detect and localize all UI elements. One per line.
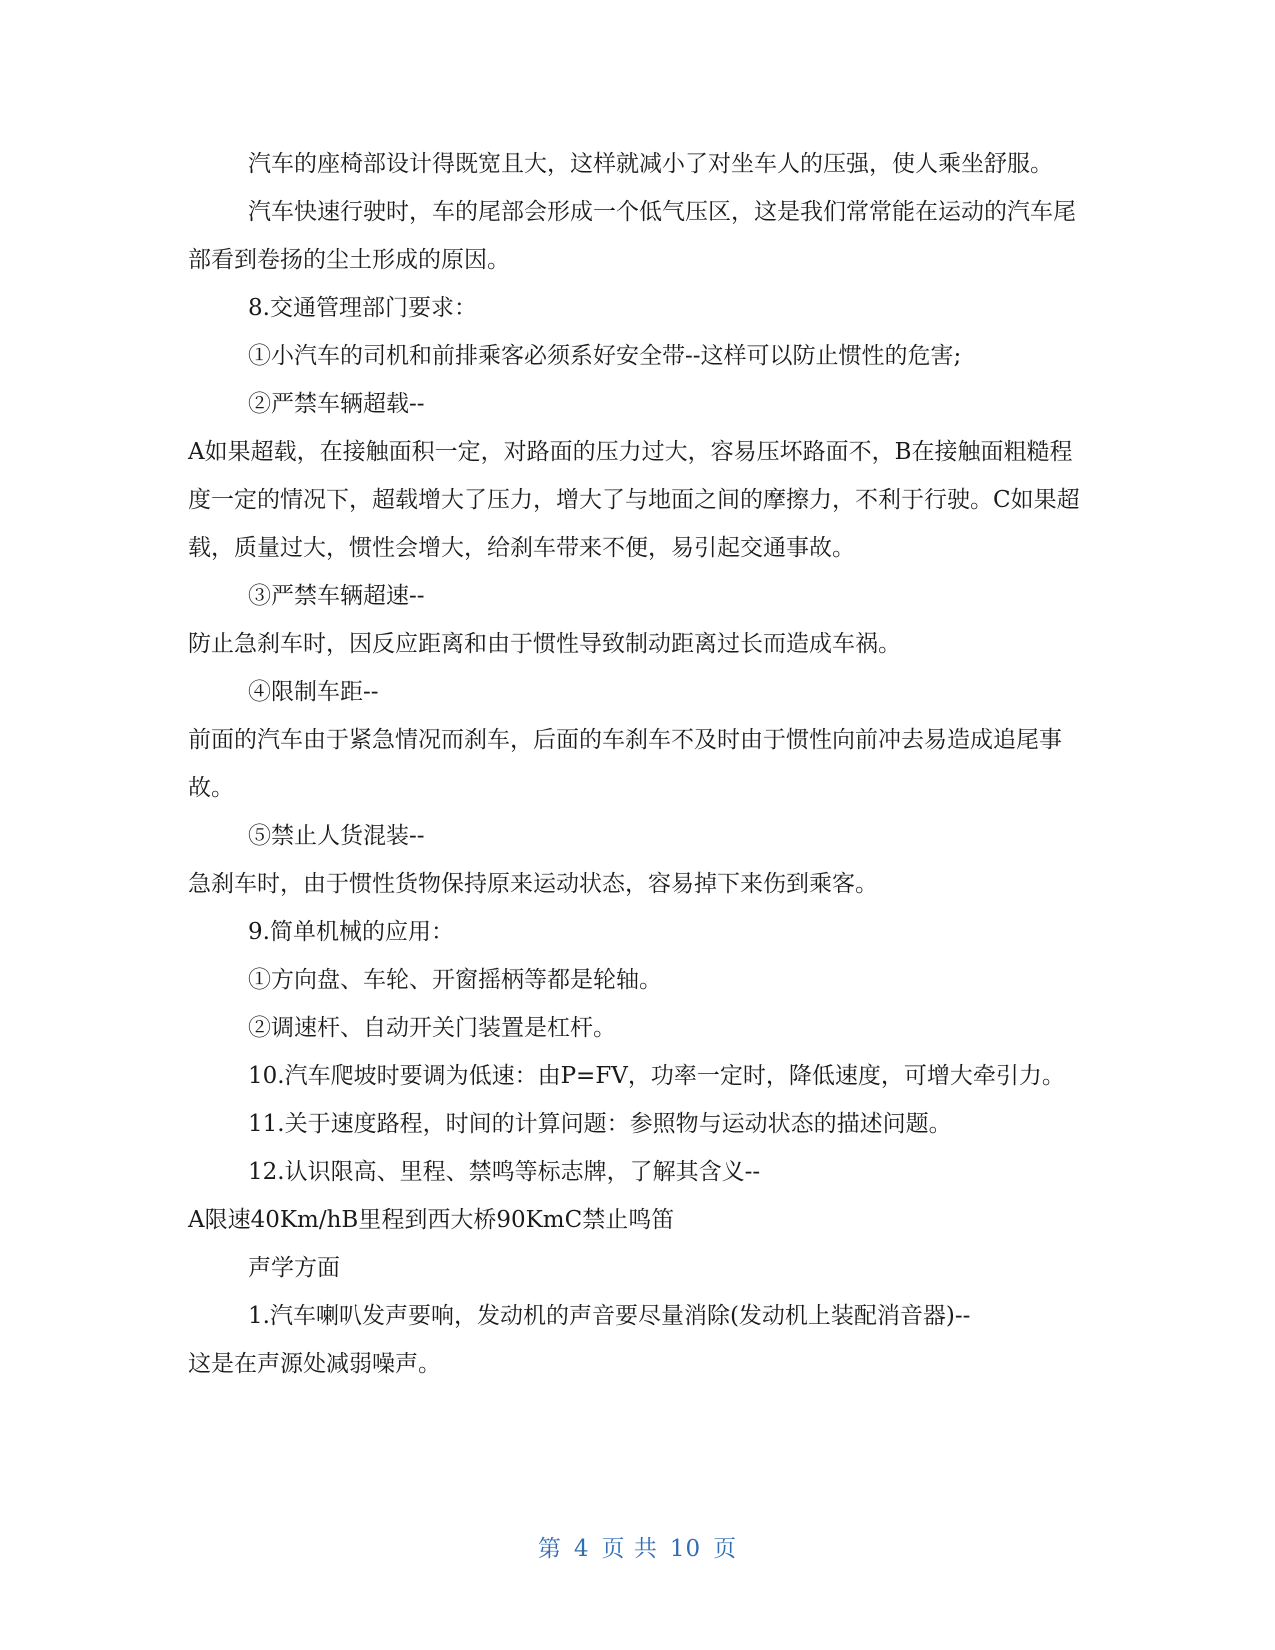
section-heading: 8.交通管理部门要求： — [248, 295, 477, 321]
paragraph: 前面的汽车由于紧急情况而刹车，后面的车刹车不及时由于惯性向前冲去易造成追尾事故。 — [188, 727, 1062, 801]
footer-suffix: 页 — [713, 1536, 738, 1562]
paragraph: A限速40Km/hB里程到西大桥90KmC禁止鸣笛 — [188, 1207, 675, 1233]
paragraph: 防止急刹车时，因反应距离和由于惯性导致制动距离过长而造成车祸。 — [188, 631, 901, 657]
list-item: ④限制车距-- — [248, 679, 379, 705]
current-page-number: 4 — [573, 1536, 590, 1562]
paragraph: 急刹车时，由于惯性货物保持原来运动状态，容易掉下来伤到乘客。 — [188, 871, 878, 897]
paragraph: A如果超载，在接触面积一定，对路面的压力过大，容易压坏路面不，B在接触面粗糙程度一定的情况下，超载增大了压力，增大了与地面之间的摩擦力，不利于行驶。C如果超载，质量过大，惯性会增大，给刹车带来不便，易引起交通事故。 — [188, 439, 1080, 561]
paragraph: 1.汽车喇叭发声要响，发动机的声音要尽量消除(发动机上装配消音器)-- — [248, 1303, 971, 1329]
list-item: ③严禁车辆超速-- — [248, 583, 425, 609]
total-page-count: 10 — [669, 1536, 702, 1562]
paragraph: 汽车的座椅部设计得既宽且大，这样就减小了对坐车人的压强，使人乘坐舒服。 — [248, 151, 1053, 177]
page-footer — [0, 1530, 1275, 1563]
list-item: ②严禁车辆超载-- — [248, 391, 425, 417]
paragraph: 10.汽车爬坡时要调为低速：由P=FV，功率一定时，降低速度，可增大牵引力。 — [248, 1063, 1065, 1089]
section-heading: 9.简单机械的应用： — [248, 919, 454, 945]
paragraph: 12.认识限高、里程、禁鸣等标志牌，了解其含义-- — [248, 1159, 761, 1185]
footer-prefix: 第 — [537, 1536, 562, 1562]
paragraph: 11.关于速度路程，时间的计算问题：参照物与运动状态的描述问题。 — [248, 1111, 952, 1137]
paragraph: 汽车快速行驶时，车的尾部会形成一个低气压区，这是我们常常能在运动的汽车尾部看到卷扬的尘土形成的原因。 — [188, 199, 1076, 273]
list-item: ①方向盘、车轮、开窗摇柄等都是轮轴。 — [248, 967, 662, 993]
list-item: ⑤禁止人货混装-- — [248, 823, 425, 849]
list-item: ②调速杆、自动开关门装置是杠杆。 — [248, 1015, 616, 1041]
section-heading: 声学方面 — [248, 1255, 340, 1281]
list-item: ①小汽车的司机和前排乘客必须系好安全带--这样可以防止惯性的危害; — [248, 343, 962, 369]
footer-middle: 页 共 — [601, 1536, 658, 1562]
paragraph: 这是在声源处减弱噪声。 — [188, 1351, 441, 1377]
document-body — [188, 140, 1088, 1388]
